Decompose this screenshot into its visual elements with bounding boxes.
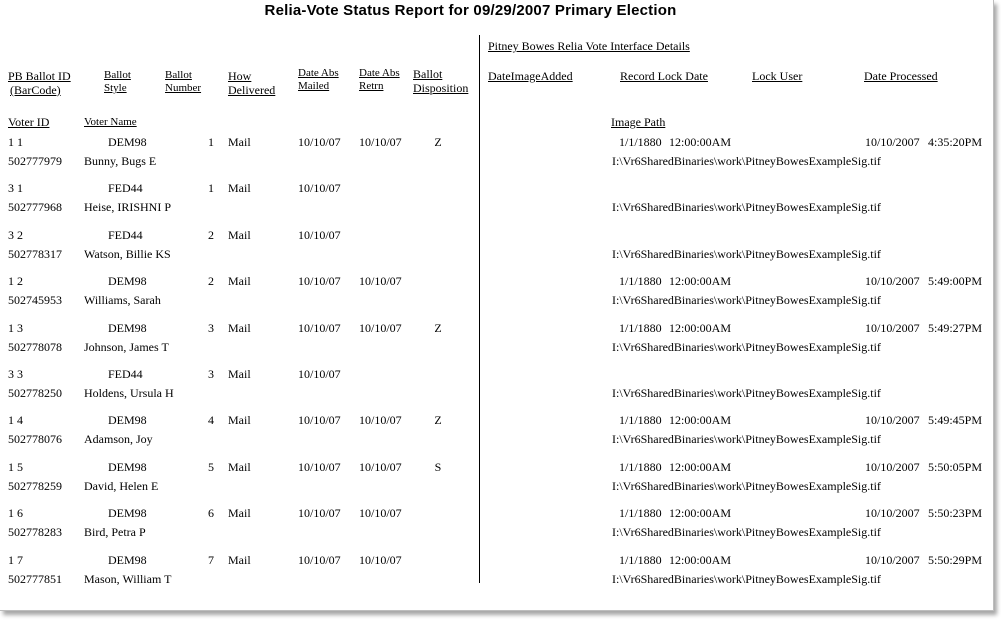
cell-ballot-disposition: Z xyxy=(434,413,442,427)
cell-image-path: I:\Vr6SharedBinaries\work\PitneyBowesExampleSig.tif xyxy=(612,525,881,539)
cell-record-lock-date: 1/1/1880 xyxy=(619,460,662,474)
cell-pb-ballot-id: 1 2 xyxy=(8,274,23,288)
interface-details-title: Pitney Bowes Relia Vote Interface Details xyxy=(488,39,690,53)
cell-voter-name: Mason, William T xyxy=(84,572,172,586)
cell-date-processed: 10/10/2007 xyxy=(865,321,920,335)
cell-pb-ballot-id: 1 1 xyxy=(8,135,23,149)
cell-time-processed: 4:35:20PM xyxy=(928,135,983,149)
header-ballot-number: Ballot Number xyxy=(165,69,202,94)
cell-image-path: I:\Vr6SharedBinaries\work\PitneyBowesExampleSig.tif xyxy=(612,386,881,400)
cell-pb-ballot-id: 1 5 xyxy=(8,460,23,474)
header-ballot-style: Ballot Style xyxy=(104,69,131,94)
header-lock-user: Lock User xyxy=(752,69,803,83)
cell-record-lock-time: 12:00:00AM xyxy=(669,413,732,427)
cell-record-lock-time: 12:00:00AM xyxy=(669,553,732,567)
cell-date-abs-mailed: 10/10/07 xyxy=(298,553,341,567)
cell-image-path: I:\Vr6SharedBinaries\work\PitneyBowesExampleSig.tif xyxy=(612,293,881,307)
cell-time-processed: 5:50:23PM xyxy=(928,506,983,520)
cell-ballot-number: 1 xyxy=(208,181,214,195)
header-pb-ballot-id: PB Ballot ID (BarCode) xyxy=(8,69,71,97)
header-ballot-disposition: Ballot Disposition xyxy=(413,67,469,95)
header-how-delivered: How Delivered xyxy=(228,69,276,97)
cell-image-path: I:\Vr6SharedBinaries\work\PitneyBowesExampleSig.tif xyxy=(612,432,881,446)
cell-date-abs-mailed: 10/10/07 xyxy=(298,228,341,242)
cell-ballot-number: 7 xyxy=(208,553,214,567)
cell-record-lock-time: 12:00:00AM xyxy=(669,506,732,520)
cell-how-delivered: Mail xyxy=(228,228,251,242)
cell-ballot-disposition: S xyxy=(434,460,442,474)
cell-voter-name: Johnson, James T xyxy=(84,340,169,354)
cell-ballot-number: 6 xyxy=(208,506,214,520)
cell-ballot-number: 4 xyxy=(208,413,214,427)
cell-ballot-disposition: Z xyxy=(434,135,442,149)
cell-record-lock-date: 1/1/1880 xyxy=(619,553,662,567)
cell-ballot-number: 1 xyxy=(208,135,214,149)
cell-ballot-number: 5 xyxy=(208,460,214,474)
cell-date-abs-retn: 10/10/07 xyxy=(359,413,402,427)
cell-voter-name: Bunny, Bugs E xyxy=(84,154,157,168)
header-date-processed: Date Processed xyxy=(864,69,938,83)
cell-pb-ballot-id: 3 1 xyxy=(8,181,23,195)
cell-how-delivered: Mail xyxy=(228,135,251,149)
cell-ballot-style: DEM98 xyxy=(108,135,147,149)
cell-how-delivered: Mail xyxy=(228,181,251,195)
cell-ballot-style: DEM98 xyxy=(108,506,147,520)
cell-image-path: I:\Vr6SharedBinaries\work\PitneyBowesExampleSig.tif xyxy=(612,572,881,586)
cell-date-processed: 10/10/2007 xyxy=(865,460,920,474)
cell-pb-ballot-id: 3 2 xyxy=(8,228,23,242)
cell-image-path: I:\Vr6SharedBinaries\work\PitneyBowesExampleSig.tif xyxy=(612,154,881,168)
cell-date-abs-retn: 10/10/07 xyxy=(359,321,402,335)
cell-voter-id: 502745953 xyxy=(8,293,62,307)
cell-record-lock-date: 1/1/1880 xyxy=(619,321,662,335)
cell-voter-name: Holdens, Ursula H xyxy=(84,386,174,400)
cell-voter-name: Heise, IRISHNI P xyxy=(84,200,171,214)
cell-record-lock-date: 1/1/1880 xyxy=(619,506,662,520)
header-voter-id: Voter ID xyxy=(8,115,50,129)
header-voter-name: Voter Name xyxy=(84,116,137,128)
cell-ballot-style: FED44 xyxy=(108,367,143,381)
cell-ballot-style: DEM98 xyxy=(108,321,147,335)
cell-pb-ballot-id: 1 3 xyxy=(8,321,23,335)
cell-image-path: I:\Vr6SharedBinaries\work\PitneyBowesExampleSig.tif xyxy=(612,200,881,214)
cell-date-abs-mailed: 10/10/07 xyxy=(298,135,341,149)
cell-time-processed: 5:50:05PM xyxy=(928,460,983,474)
cell-record-lock-date: 1/1/1880 xyxy=(619,135,662,149)
cell-image-path: I:\Vr6SharedBinaries\work\PitneyBowesExampleSig.tif xyxy=(612,340,881,354)
header-date-abs-mailed: Date Abs Mailed xyxy=(298,67,339,92)
cell-date-abs-mailed: 10/10/07 xyxy=(298,274,341,288)
cell-date-processed: 10/10/2007 xyxy=(865,413,920,427)
cell-voter-name: Watson, Billie KS xyxy=(84,247,171,261)
cell-voter-id: 502778250 xyxy=(8,386,62,400)
cell-record-lock-date: 1/1/1880 xyxy=(619,413,662,427)
cell-date-abs-retn: 10/10/07 xyxy=(359,135,402,149)
cell-record-lock-time: 12:00:00AM xyxy=(669,135,732,149)
cell-ballot-style: FED44 xyxy=(108,228,143,242)
cell-date-processed: 10/10/2007 xyxy=(865,135,920,149)
cell-time-processed: 5:49:45PM xyxy=(928,413,983,427)
cell-date-abs-retn: 10/10/07 xyxy=(359,274,402,288)
cell-date-processed: 10/10/2007 xyxy=(865,274,920,288)
cell-date-processed: 10/10/2007 xyxy=(865,506,920,520)
cell-date-abs-retn: 10/10/07 xyxy=(359,553,402,567)
cell-record-lock-time: 12:00:00AM xyxy=(669,460,732,474)
cell-voter-id: 502777851 xyxy=(8,572,62,586)
column-divider xyxy=(479,35,480,583)
cell-ballot-style: DEM98 xyxy=(108,413,147,427)
cell-how-delivered: Mail xyxy=(228,367,251,381)
cell-date-abs-mailed: 10/10/07 xyxy=(298,367,341,381)
cell-date-abs-retn: 10/10/07 xyxy=(359,460,402,474)
cell-how-delivered: Mail xyxy=(228,413,251,427)
cell-date-abs-mailed: 10/10/07 xyxy=(298,460,341,474)
cell-voter-id: 502778259 xyxy=(8,479,62,493)
cell-record-lock-date: 1/1/1880 xyxy=(619,274,662,288)
cell-date-processed: 10/10/2007 xyxy=(865,553,920,567)
cell-ballot-style: DEM98 xyxy=(108,553,147,567)
cell-ballot-number: 3 xyxy=(208,367,214,381)
cell-voter-id: 502778317 xyxy=(8,247,62,261)
cell-voter-id: 502777968 xyxy=(8,200,62,214)
cell-voter-name: Bird, Petra P xyxy=(84,525,146,539)
header-image-path: Image Path xyxy=(611,115,666,129)
cell-voter-id: 502777979 xyxy=(8,154,62,168)
cell-image-path: I:\Vr6SharedBinaries\work\PitneyBowesExampleSig.tif xyxy=(612,247,881,261)
cell-date-abs-mailed: 10/10/07 xyxy=(298,181,341,195)
cell-ballot-number: 2 xyxy=(208,274,214,288)
cell-date-abs-mailed: 10/10/07 xyxy=(298,321,341,335)
cell-pb-ballot-id: 3 3 xyxy=(8,367,23,381)
cell-how-delivered: Mail xyxy=(228,553,251,567)
cell-time-processed: 5:50:29PM xyxy=(928,553,983,567)
cell-pb-ballot-id: 1 6 xyxy=(8,506,23,520)
cell-record-lock-time: 12:00:00AM xyxy=(669,274,732,288)
cell-how-delivered: Mail xyxy=(228,274,251,288)
cell-pb-ballot-id: 1 7 xyxy=(8,553,23,567)
cell-record-lock-time: 12:00:00AM xyxy=(669,321,732,335)
cell-date-abs-retn: 10/10/07 xyxy=(359,506,402,520)
cell-voter-id: 502778283 xyxy=(8,525,62,539)
cell-voter-name: Williams, Sarah xyxy=(84,293,161,307)
cell-date-abs-mailed: 10/10/07 xyxy=(298,413,341,427)
cell-ballot-style: FED44 xyxy=(108,181,143,195)
cell-date-abs-mailed: 10/10/07 xyxy=(298,506,341,520)
cell-ballot-number: 3 xyxy=(208,321,214,335)
cell-voter-id: 502778078 xyxy=(8,340,62,354)
cell-voter-name: Adamson, Joy xyxy=(84,432,153,446)
cell-time-processed: 5:49:27PM xyxy=(928,321,983,335)
cell-image-path: I:\Vr6SharedBinaries\work\PitneyBowesExampleSig.tif xyxy=(612,479,881,493)
header-record-lock-date: Record Lock Date xyxy=(620,69,708,83)
cell-ballot-disposition: Z xyxy=(434,321,442,335)
cell-voter-name: David, Helen E xyxy=(84,479,159,493)
cell-ballot-style: DEM98 xyxy=(108,460,147,474)
header-date-image-added: DateImageAdded xyxy=(488,69,573,83)
cell-how-delivered: Mail xyxy=(228,506,251,520)
header-date-abs-retn: Date Abs Retrn xyxy=(359,67,400,92)
report-title: Relia-Vote Status Report for 09/29/2007 Primary Election xyxy=(264,2,677,19)
cell-how-delivered: Mail xyxy=(228,321,251,335)
cell-ballot-number: 2 xyxy=(208,228,214,242)
cell-ballot-style: DEM98 xyxy=(108,274,147,288)
cell-voter-id: 502778076 xyxy=(8,432,62,446)
cell-time-processed: 5:49:00PM xyxy=(928,274,983,288)
cell-pb-ballot-id: 1 4 xyxy=(8,413,23,427)
cell-how-delivered: Mail xyxy=(228,460,251,474)
